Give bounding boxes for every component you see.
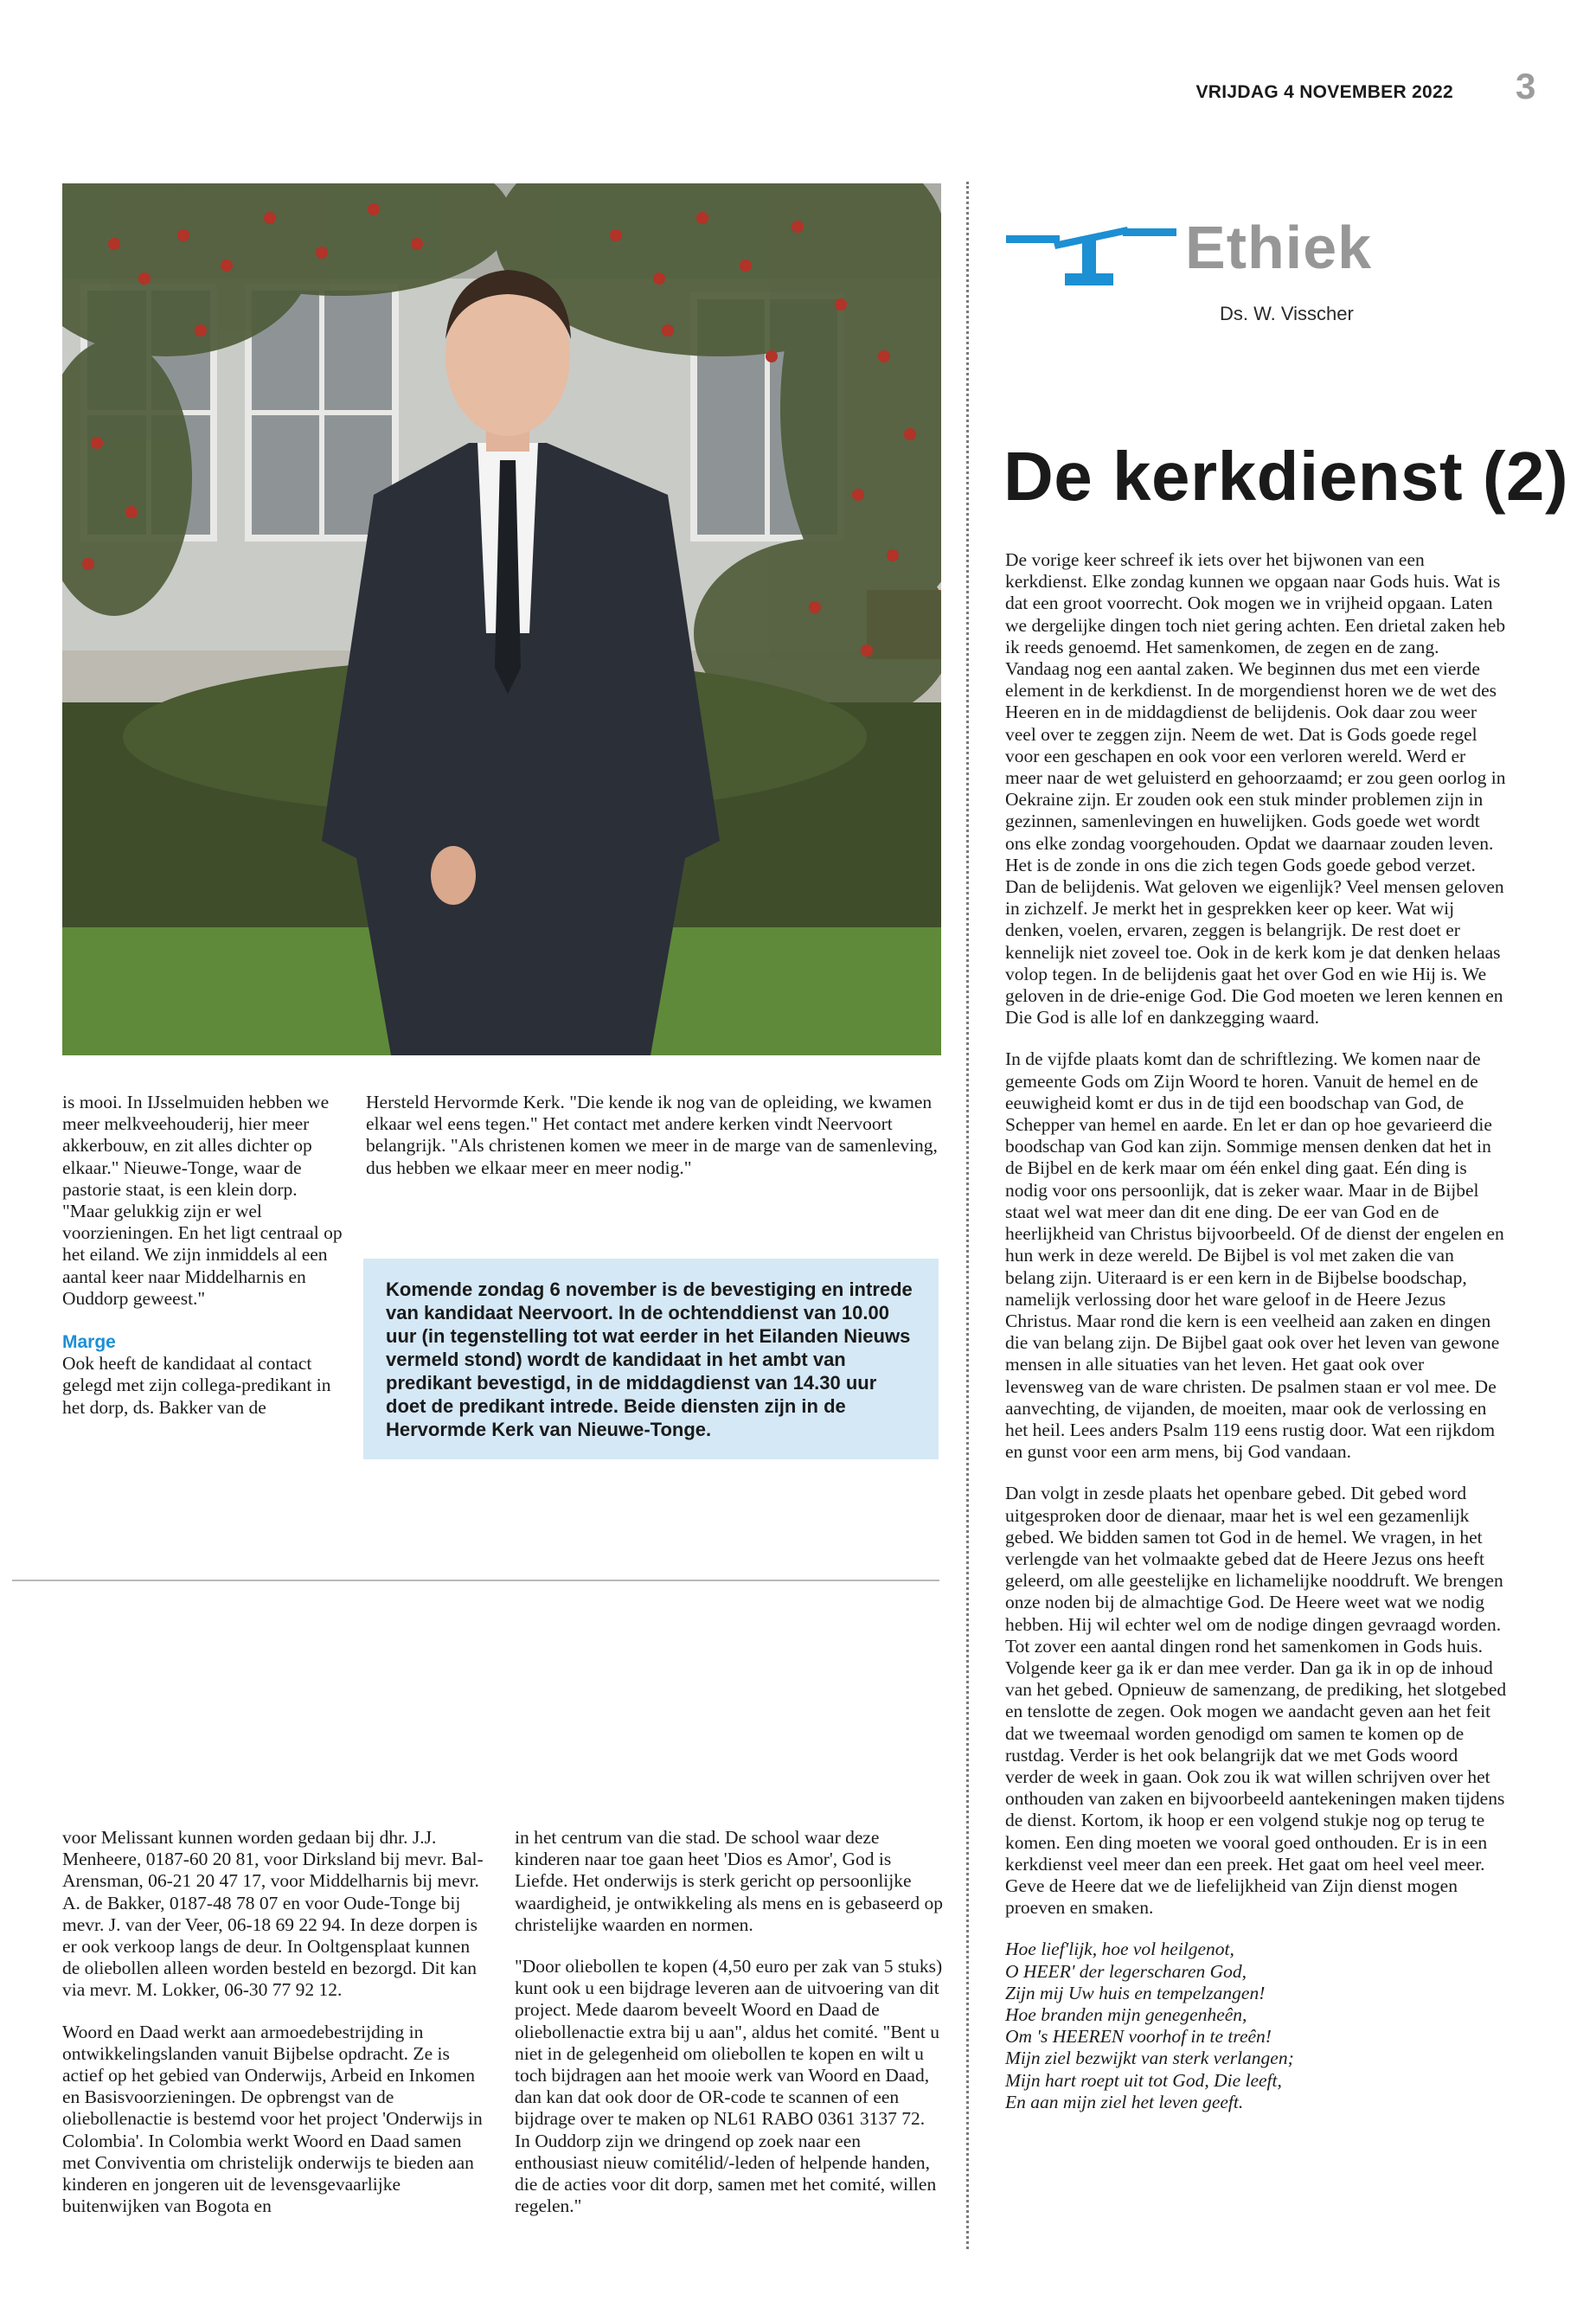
balance-scale-icon [1006, 216, 1179, 294]
article-paragraph: Woord en Daad werkt aan armoedebestrijding in ontwikkelingslanden vanuit Bijbelse opdracht. Ze is actief op het gebied van Onderwijs, Arbeid en Inkomen en Basisvoorzieningen. De opbrengst van de oliebollenactie is bestemd voor het project 'Onderwijs in Colombia'. In Colombia werkt Woord en Daad samen met Conviventia om christelijk onderwijs te bieden aan kinderen en jongeren uit de levensgevaarlijke buitenwijken van Bogota en [62, 2021, 483, 2217]
page-number: 3 [1516, 66, 1536, 106]
article-paragraph: "Door oliebollen te kopen (4,50 euro per zak van 5 stuks) kunt ook u een bijdrage leveren aan de uitvoering van dit project. Mede daarom beveelt Woord en Daad de oliebollenactie extra bij u aan", aldus het comité. "Bent u niet in de gelegenheid om oliebollen te kopen en wilt u toch bijdragen aan het mooie werk van Woord en Daad, dan kan dat ook door de OR-code te scannen of een bijdrage over te maken op NL61 RABO 0361 3137 72. In Ouddorp zijn we dringend op zoek naar een enthousiast nieuw comitélid/-leden of helpende handen, die de acties voor dit dorp, samen met het comité, willen regelen." [515, 1956, 943, 2217]
article-paragraph: is mooi. In IJsselmuiden hebben we meer melkveehouderij, hier meer akkerbouw, en zit alles dichter op elkaar." Nieuwe-Tonge, waar de pastorie staat, is een klein dorp. "Maar gelukkig zijn er wel voorzieningen. En het ligt centraal op het eiland. We zijn inmiddels al een aantal keer naar Middelharnis en Ouddorp geweest." [62, 1092, 343, 1309]
column-body [1005, 549, 1507, 2113]
info-box [363, 1259, 939, 1459]
portrait-photo [62, 183, 941, 1055]
poem-line: O HEER' der legerscharen God, [1005, 1960, 1247, 1982]
article-column-b [366, 1092, 941, 1179]
article-paragraph: Ook heeft de kandidaat al contact gelegd met zijn collega-predikant in het dorp, ds. Bakker van de [62, 1353, 331, 1418]
article-column-c [62, 1827, 490, 2217]
article-column-d [515, 1827, 943, 2217]
poem-line: Hoe lief'lijk, hoe vol heilgenot, [1005, 1939, 1234, 1960]
poem-line: Mijn ziel bezwijkt van sterk verlangen; [1005, 2048, 1294, 2069]
info-box-text: Komende zondag 6 november is de bevestiging en intrede van kandidaat Neervoort. In de ochtenddienst van 10.00 uur (in tegenstelling tot wat eerder in het Eilanden Nieuws vermeld stond) wordt de kandidaat in het ambt van predikant bevestigd, in de middagdienst van 14.30 uur doet de predikant intrede. Beide diensten zijn in de Hervormde Kerk van Nieuwe-Tonge. [386, 1279, 913, 1440]
column-paragraph: De vorige keer schreef ik iets over het bijwonen van een kerkdienst. Elke zondag kunnen we opgaan naar Gods huis. Wat is dat een groot voorrecht. Ook mogen we in vrijheid opgaan. Laten we dergelijke dingen toch niet gering achten. Een drietal zaken heb ik reeds genoemd. Het samenkomen, de zegen en de zang. Vandaag nog een aantal zaken. We beginnen dus met een vierde element in de kerkdienst. In de morgendienst horen we de wet des Heeren en in de middagdienst de belijdenis. Ook daar zou weer veel over te zeggen zijn. Neem de wet. Dat is Gods goede regel voor een geschapen en ook voor een verloren wereld. Werd er meer naar de wet geluisterd en gehoorzaamd; er zou geen oorlog in Oekraine zijn. Er zouden ook een stuk minder problemen zijn in gezinnen, samenlevingen en huwelijken. Gods goede wet wordt ons elke zondag voorgehouden. Opdat we daarnaar zouden leven. Het is de zonde in ons die zich tegen Gods goede gebod verzet. Dan de belijdenis. Wat geloven we eigenlijk? Veel mensen geloven in zichzelf. Je merkt het in gesprekken keer op keer. Wat wij denken, voelen, ervaren, zeggen is belangrijk. De rest doet er kennelijk niet zoveel toe. Ook in de kerk kom je dat denken helaas volop tegen. In de belijdenis gaat het over God en wie Hij is. We geloven in de drie-enige God. Die God moeten we leren kennen en Die God is alle lof en dankzegging waard. [1005, 549, 1506, 1029]
column-divider [966, 182, 969, 2249]
poem-line: Om 's HEEREN voorhof in te treên! [1005, 2026, 1272, 2048]
ethiek-logo [1006, 216, 1179, 294]
column-paragraph: In de vijfde plaats komt dan de schriftlezing. We komen naar de gemeente Gods om Zijn Woord te horen. Vanuit de hemel en de eeuwigheid komt er dus in de tijd een boodschap van God, de Schepper van hemel en aarde. En let er dan op hoe gevarieerd die boodschap van God kan zijn. Sommige mensen denken dat het in de Bijbel en de kerk maar om één enkel ding gaat. Eén ding is nodig voor ons persoonlijk, dat is zeker waar. Maar in de Bijbel staat wel wat meer dan dit ene ding. De eer van God en de heerlijkheid van Christus bijvoorbeeld. Of de dienst der engelen en hun werk in deze wereld. De Bijbel is vol met zaken die van belang zijn. Uiteraard is er een kern in de Bijbelse boodschap, namelijk verlossing door het ware geloof in de Heere Jezus Christus. Maar rond die kern is een veelheid aan zaken en dingen die van belang zijn. De Bijbel gaat ook over het leven van gewone mensen in alle situaties van het leven. Het gaat ook over levensweg van de ware christen. De psalmen staan er vol mee. De aanvechting, de vijanden, de moeiten, maar ook de verlossing en het heil. Lees anders Psalm 119 eens rustig door. Wat een rijkdom en gunst voor een arm mens, bij God vandaan. [1005, 1048, 1504, 1463]
article-paragraph: Hersteld Hervormde Kerk. "Die kende ik nog van de opleiding, we kwamen elkaar wel eens tegen." Het contact met andere kerken vindt Neervoort belangrijk. "Als christenen komen we meer in de marge van de samenleving, dus hebben we elkaar meer en meer nodig." [366, 1092, 938, 1178]
section-title: Ethiek [1185, 214, 1373, 281]
column-paragraph: Dan volgt in zesde plaats het openbare gebed. Dit gebed word uitgesproken door de dienaar, maar het is wel een gezamenlijk gebed. We bidden samen tot God in de hemel. We vragen, in het verlengde van het volmaakte gebed dat de Heere Jezus ons heeft geleerd, om alle geestelijke en lichamelijke nooddruft. We brengen onze noden bij de almachtige God. De Heere weet wat we nodig hebben. Hij wil echter wel om de nodige dingen gevraagd worden. Tot zover een aantal dingen rond het samenkomen in Gods huis. Volgende keer ga ik er dan mee verder. Dan ga ik in op de inhoud van het gebed. Opnieuw de samenzang, de prediking, het slotgebed en tenslotte de zegen. Ook mogen we aandacht geven aan het feit dat we tweemaal worden genodigd om samen te komen op de rustdag. Verder is het ook belangrijk dat we met Gods woord verder de week in gaan. Ook zou ik wat willen schrijven over het onthouden van zaken en bijvoorbeeld aantekeningen maken tijdens de dienst. Kortom, ik hoop er een volgend stukje nog op terug te komen. Een ding moeten we vooral goed onthouden. Er is in een kerkdienst veel meer dan een preek. Het gaat om heel veel meer. Geve de Heere dat we de liefelijkheid van Zijn dienst mogen proeven en smaken. [1005, 1483, 1507, 1919]
article-paragraph: in het centrum van die stad. De school waar deze kinderen naar toe gaan heet 'Dios es Amor', God is Liefde. Het onderwijs is sterk gericht op persoonlijke waardigheid, je ontwikkeling als mens en is gebaseerd op christelijke waarden en normen. [515, 1827, 943, 1935]
article-paragraph: voor Melissant kunnen worden gedaan bij dhr. J.J. Menheere, 0187-60 20 81, voor Dirksland bij mevr. Bal-Arensman, 06-21 20 47 17, voor Middelharnis bij mevr. A. de Bakker, 0187-48 78 07 en voor Oude-Tonge bij mevr. J. van der Veer, 06-18 69 22 94. In deze dorpen is er ook verkoop langs de deur. In Ooltgensplaat kunnen de oliebollen alleen worden besteld en bezorgd. Dit kan via mevr. M. Lokker, 06-30 77 92 12. [62, 1827, 484, 2001]
author-name: Ds. W. Visscher [1220, 303, 1354, 324]
poem-line: Zijn mij Uw huis en tempelzangen! [1005, 1982, 1266, 2003]
psalm-poem [1005, 1939, 1507, 2113]
issue-date: VRIJDAG 4 NOVEMBER 2022 [1195, 82, 1453, 102]
subheading: Marge [62, 1332, 116, 1353]
article-column-a [62, 1092, 348, 1419]
poem-line: Mijn hart roept uit tot God, Die leeft, [1005, 2069, 1282, 2091]
poem-line: En aan mijn ziel het leven geeft. [1005, 2091, 1244, 2112]
article-divider [12, 1580, 939, 1581]
poem-line: Hoe branden mijn genegenheên, [1005, 2004, 1247, 2025]
portrait-photo-icon [62, 183, 941, 1055]
article-headline: De kerkdienst (2) [1003, 438, 1569, 515]
